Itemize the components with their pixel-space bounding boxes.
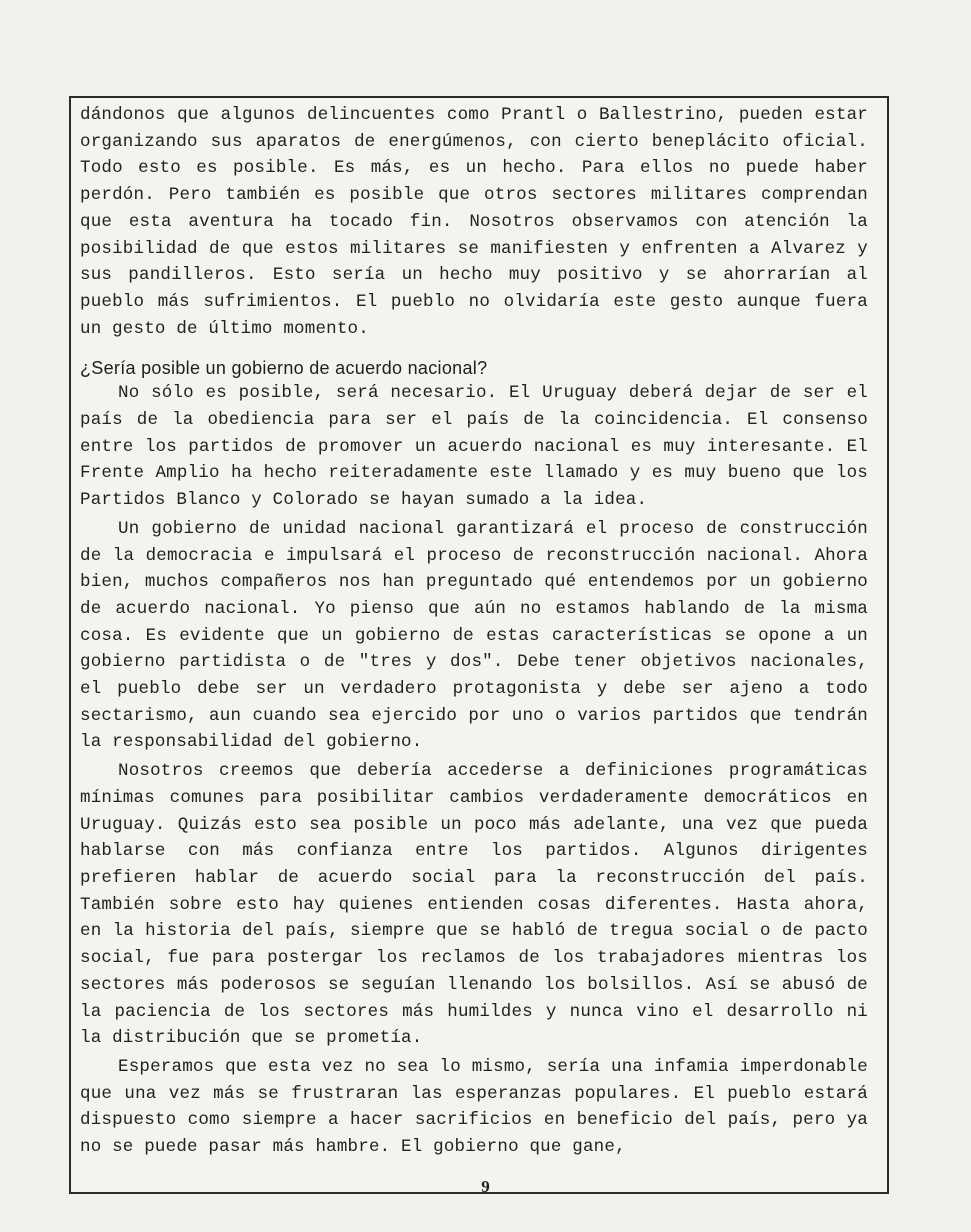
paragraph-3: Nosotros creemos que debería accederse a definiciones programáticas mínimas comunes para posibilitar cambios verdaderamente democráticos en Uruguay. Quizás esto sea posible un poco más adelante, una vez que pueda hablarse con más confianza entre los partidos. Algunos dirigentes prefieren hablar de acuerdo social para la reconstrucción del país. También sobre esto hay quienes entienden cosas diferentes. Hasta ahora, en la historia del país, siempre que se habló de tregua social o de pacto social, fue para postergar los reclamos de los trabajadores mientras los sectores más poderosos se seguían llenando los bolsillos. Así se abusó de la paciencia de los sectores más humildes y nunca vino el desarrollo ni la distribución que se prometía. [80, 761, 868, 1049]
opening-paragraph: dándonos que algunos delincuentes como Prantl o Ballestrino, pueden estar organizando sus aparatos de energúmenos, con cierto beneplácito oficial. Todo esto es posible. Es más, es un hecho. Para ellos no puede haber perdón. Pero también es posible que otros sectores militares comprendan que esta aventura ha tocado fin. Nosotros observamos con atención la posibilidad de que estos militares se manifiesten y enfrenten a Alvarez y sus pandilleros. Esto sería un hecho muy positivo y se ahorrarían al pueblo más sufrimientos. El pueblo no olvidaría este gesto aunque fuera un gesto de último momento. [80, 105, 868, 339]
document-body [80, 102, 868, 1161]
paragraph-4: Esperamos que esta vez no sea lo mismo, sería una infamia imperdonable que una vez más se frustraran las esperanzas populares. El pueblo estará dispuesto como siempre a hacer sacrificios en beneficio del país, pero ya no se puede pasar más hambre. El gobierno que gane, [80, 1056, 868, 1158]
paragraph-1: No sólo es posible, será necesario. El Uruguay deberá dejar de ser el país de la obediencia para ser el país de la coincidencia. El consenso entre los partidos de promover un acuerdo nacional es muy interesante. El Frente Amplio ha hecho reiteradamente este llamado y es muy bueno que los Partidos Blanco y Colorado se hayan sumado a la idea. [80, 383, 868, 511]
section-heading: ¿Sería posible un gobierno de acuerdo nacional? [80, 358, 488, 379]
page-number: 9 [481, 1177, 490, 1196]
paragraph-2: Un gobierno de unidad nacional garantizará el proceso de construcción de la democracia e impulsará el proceso de reconstrucción nacional. Ahora bien, muchos compañeros nos han preguntado qué entendemos por un gobierno de acuerdo nacional. Yo pienso que aún no estamos hablando de la misma cosa. Es evidente que un gobierno de estas características se opone a un gobierno partidista o de "tres y dos". Debe tener objetivos nacionales, el pueblo debe ser un verdadero protagonista y debe ser ajeno a todo sectarismo, aun cuando sea ejercido por uno o varios partidos que tendrán la responsabilidad del gobierno. [80, 518, 868, 753]
